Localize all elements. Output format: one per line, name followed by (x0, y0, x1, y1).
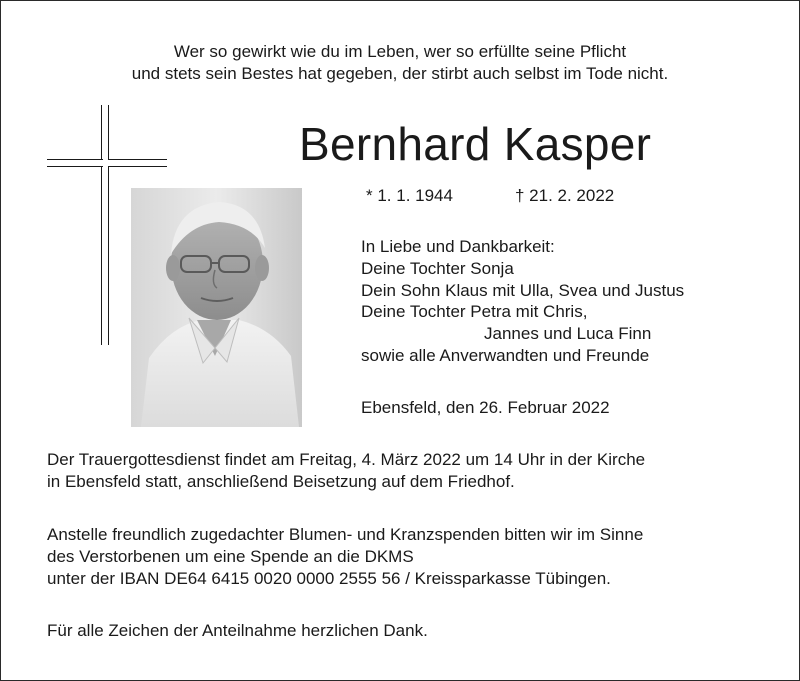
mourners-line: sowie alle Anverwandten und Freunde (361, 345, 650, 365)
verse-line-2: und stets sein Bestes hat gegeben, der stirbt auch selbst im Tode nicht. (131, 64, 669, 83)
mourners-line: In Liebe und Dankbarkeit: (361, 237, 555, 256)
donation-notice (47, 524, 643, 590)
birth-date: * 1. 1. 1944 (366, 186, 453, 205)
portrait-illustration (131, 188, 302, 427)
donation-line: unter der IBAN DE64 6415 0020 0000 2555 56 / Kreissparkasse Tübingen. (47, 569, 611, 588)
mourners-line: Dein Sohn Klaus mit Ulla, Svea und Justus (361, 280, 685, 300)
donation-line: des Verstorbenen um eine Spende an die DKMS (47, 547, 414, 566)
verse-line-1: Wer so gewirkt wie du im Leben, wer so erfüllte seine Pflicht (173, 42, 627, 61)
mourners-line: Jannes und Luca Finn (484, 324, 652, 344)
mourners-list (361, 236, 684, 367)
service-line: Der Trauergottesdienst findet am Freitag, 4. März 2022 um 14 Uhr in der Kirche (47, 450, 646, 469)
deceased-name: Bernhard Kasper (299, 118, 652, 170)
service-notice (47, 449, 645, 493)
service-line: in Ebensfeld statt, anschließend Beisetzung auf dem Friedhof. (47, 472, 515, 491)
mourners-line: Deine Tochter Sonja (361, 258, 514, 278)
death-date: † 21. 2. 2022 (515, 186, 615, 205)
place-and-date: Ebensfeld, den 26. Februar 2022 (361, 398, 610, 417)
mourners-line: Deine Tochter Petra mit Chris, (361, 302, 588, 322)
portrait-photo (131, 188, 302, 427)
donation-line: Anstelle freundlich zugedachter Blumen- und Kranzspenden bitten wir im Sinne (47, 525, 644, 544)
thanks-line: Für alle Zeichen der Anteilnahme herzlichen Dank. (47, 621, 428, 640)
